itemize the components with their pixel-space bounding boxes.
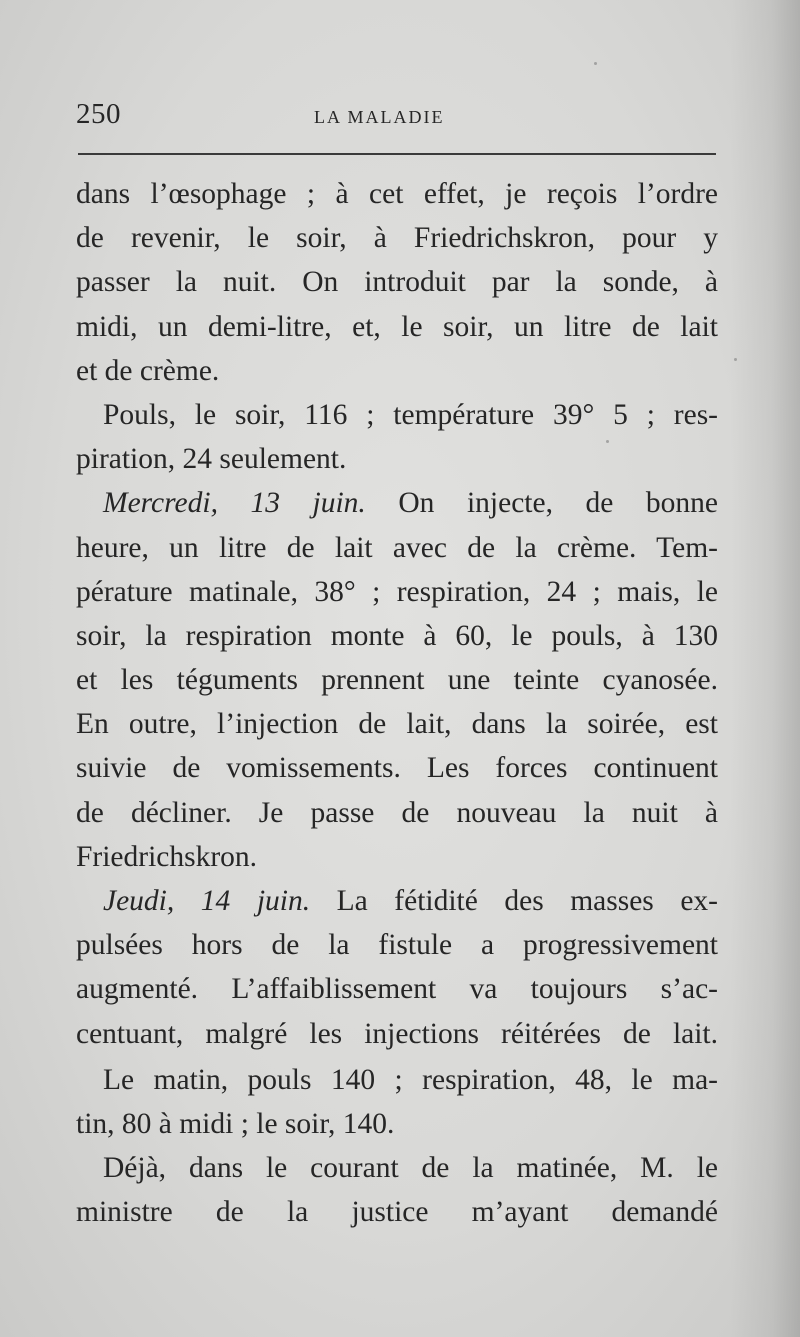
text-line: ministre de la justice m’ayant demandé: [76, 1196, 718, 1229]
text-line: heure, un litre de lait avec de la crème. Tem-: [76, 531, 718, 564]
text-line: augmenté. L’affaiblissement va toujours s’ac-: [76, 973, 718, 1006]
text-line-mercredi: [76, 481, 718, 525]
text-line: de décliner. Je passe de nouveau la nuit à: [76, 796, 718, 829]
page-edge-shadow: [730, 0, 800, 1337]
text-line: tin, 80 à midi ; le soir, 140.: [76, 1107, 395, 1140]
paper-speck: [594, 62, 597, 65]
text-line: pulsées hors de la fistule a progressivement: [76, 929, 718, 962]
text-line: passer la nuit. On introduit par la sonde, à: [76, 266, 718, 299]
text-line: et de crème.: [76, 354, 220, 387]
text-line: En outre, l’injection de lait, dans la soirée, est: [76, 708, 718, 741]
text-line: de revenir, le soir, à Friedrichskron, pour y: [76, 222, 718, 255]
text-line: soir, la respiration monte à 60, le pouls, à 130: [76, 619, 718, 652]
date-jeudi: Jeudi, 14 juin.: [103, 885, 311, 917]
paper-speck: [734, 358, 737, 361]
paper-speck: [606, 440, 609, 443]
text-line: pérature matinale, 38° ; respiration, 24 ; mais, le: [76, 575, 718, 608]
text-line: et les téguments prennent une teinte cyanosée.: [76, 664, 718, 697]
text-segment: On injecte, de bonne: [365, 487, 718, 520]
text-line: midi, un demi-litre, et, le soir, un litre de lait: [76, 310, 718, 343]
text-line: suivie de vomissements. Les forces continuent: [76, 752, 718, 785]
text-segment: La fétidité des masses ex-: [310, 885, 718, 917]
text-line-jeudi: [76, 879, 718, 923]
page-header: [76, 98, 718, 142]
date-mercredi: Mercredi, 13 juin.: [103, 487, 366, 520]
text-line: Pouls, le soir, 116 ; température 39° 5 ; res-: [103, 398, 718, 431]
text-line: dans l’œsophage ; à cet effet, je reçois l’ordre: [76, 178, 718, 210]
text-line: Le matin, pouls 140 ; respiration, 48, le ma-: [103, 1063, 718, 1096]
body-text: [76, 172, 718, 1235]
text-line: Friedrichskron.: [76, 840, 258, 873]
page-number: 250: [76, 98, 121, 130]
text-line: piration, 24 seulement.: [76, 443, 347, 476]
text-line: Déjà, dans le courant de la matinée, M. le: [103, 1152, 718, 1185]
header-rule: [78, 153, 716, 155]
running-title: LA MALADIE: [314, 107, 445, 127]
text-line: centuant, malgré les injections réitérées de lait.: [76, 1017, 718, 1050]
